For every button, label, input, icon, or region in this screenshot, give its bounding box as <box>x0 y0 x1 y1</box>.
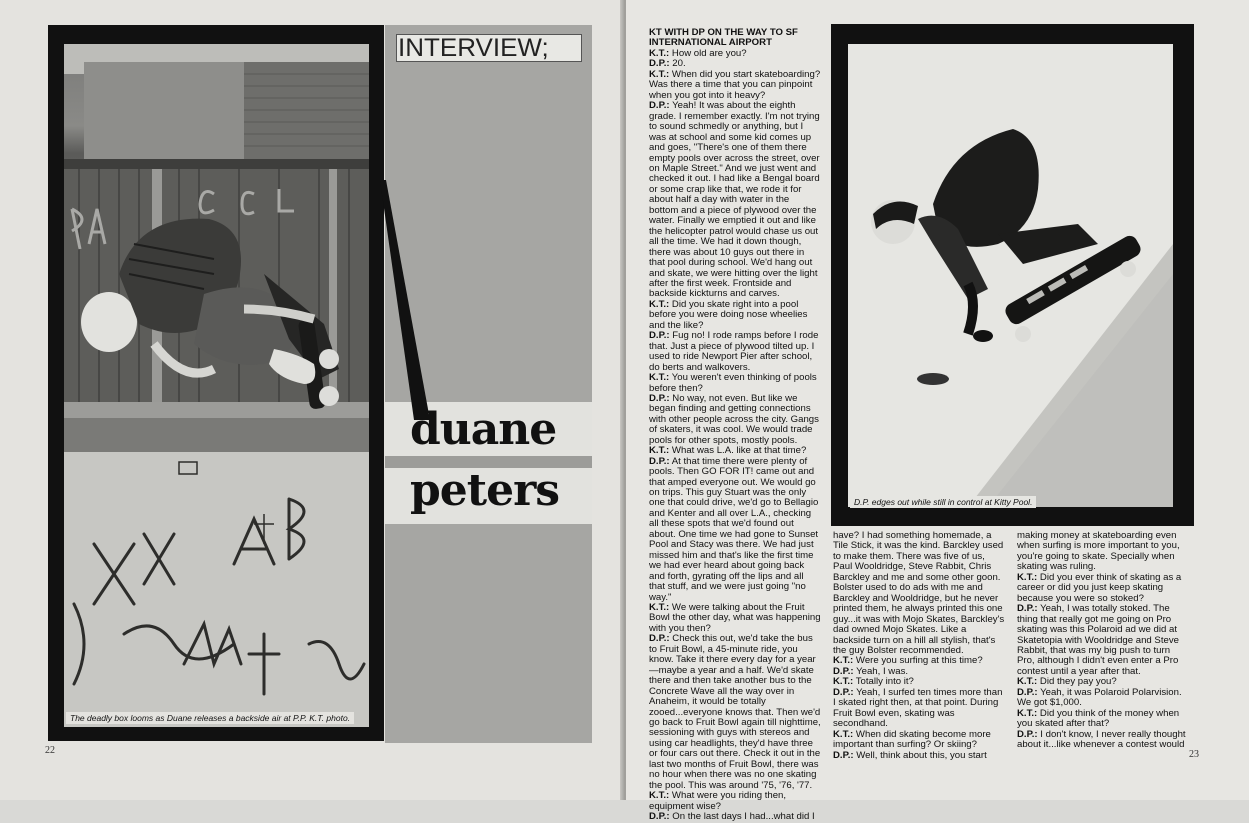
right-photo-illustration <box>848 44 1173 507</box>
interview-text: Fug no! I rode ramps before I rode that. Just a piece of plywood tilted up. I used to ride Newport Pier after school, do berts and walkovers. <box>649 330 819 373</box>
right-photo-skater-kitty-pool <box>848 44 1173 507</box>
speaker-label: K.T.: <box>649 298 670 310</box>
interview-text: I don't know, I never really thought about it...like whenever a contest would <box>1017 728 1186 751</box>
interview-column-2 <box>833 530 1005 761</box>
interview-text: We were talking about the Fruit Bowl the other day, what was happening with you then? <box>649 602 821 634</box>
speaker-label: K.T.: <box>649 790 670 802</box>
speaker-label: K.T.: <box>833 676 854 688</box>
interview-text: Yeah, I was. <box>853 665 909 677</box>
interview-paragraph <box>649 373 821 394</box>
headline-last-name: peters <box>410 465 560 516</box>
speaker-label: D.P.: <box>649 100 670 112</box>
speaker-label: D.P.: <box>1017 728 1038 740</box>
speaker-label: K.T.: <box>1017 676 1038 688</box>
interview-text: How old are you? <box>669 48 747 59</box>
interview-paragraph <box>1017 688 1189 709</box>
interview-paragraph <box>649 791 821 812</box>
interview-text: have? I had something homemade, a Tile Stick, it was the kind. Barckley used to make them. There was five of us, Paul Wooldridge, Steve Rabbit, Chris Barckley and me and some other goon. Bolster used to do ads with me and Barckley and Wooldridge, but he never printed them, he always printed this one guy...it was with Mojo Skates, Barckley's dad owned Mojo Skates. Like a backside turn on a hill all stylish, that's the guy Bolster recommended. <box>833 530 1005 656</box>
interview-text: Did you skate right into a pool before you were doing nose wheelies and the like? <box>649 298 808 331</box>
interview-paragraph <box>649 300 821 331</box>
speaker-label: K.T.: <box>649 68 670 80</box>
right-page-number: 23 <box>1189 749 1199 760</box>
interview-text: When did skating become more important than surfing? Or skiing? <box>833 728 991 751</box>
speaker-label: K.T.: <box>833 655 854 667</box>
interview-text: What was L.A. like at that time? <box>669 445 807 457</box>
interview-text: Well, think about this, you start <box>853 749 987 761</box>
interview-text: Did you ever think of skating as a career or did you just keep skating because you were so stoked? <box>1017 571 1182 604</box>
left-page-number: 22 <box>45 745 55 756</box>
interview-text: You weren't even thinking of pools before then? <box>649 372 817 394</box>
interview-paragraph <box>1017 730 1189 751</box>
interview-paragraph <box>649 101 821 300</box>
left-photo-illustration <box>64 44 369 727</box>
interview-paragraph <box>833 751 1005 761</box>
speaker-label: D.P.: <box>649 330 670 342</box>
black-spike-decoration <box>380 180 440 610</box>
interview-text: Yeah! It was about the eighth grade. I remember exactly. I'm not trying to sound schmedly or anything, but I was at school and some kid comes up and goes, "There's one of them there empty pools over across the street, over on Maple Street." And we just went and checked it out. I had like a Bengal board or some crap like that, we rode it for about half a day with water in the bottom and a piece of plywood over the water. Finally we emptied it out and like the helicopter patrol would chase us out all the time. We had it down though, there was about 10 guys out there in that pool during school. We'd hang out and skate, we were hitting over the light after the first week. Frontside and backside kickturns and carves. <box>649 100 820 300</box>
interview-text: making money at skateboarding even when surfing is more important to you, you're going to skate. Specially when skating was ruling. <box>1017 530 1180 573</box>
interview-paragraph <box>1017 573 1189 604</box>
right-page <box>626 0 1249 823</box>
speaker-label: K.T.: <box>649 372 670 384</box>
interview-paragraph <box>833 730 1005 751</box>
interview-paragraph <box>649 457 821 603</box>
speaker-label: D.P.: <box>649 455 670 467</box>
interview-paragraph <box>1017 604 1189 677</box>
interview-paragraph <box>649 812 821 822</box>
headline-first-name: duane <box>410 404 557 455</box>
interview-text: When did you start skateboarding? Was there a time that you can pinpoint when you got into it heavy? <box>649 68 821 101</box>
interview-subhead: KT WITH DP ON THE WAY TO SF INTERNATIONAL AIRPORT <box>649 27 798 48</box>
interview-text: At that time there were plenty of pools. Then GO FOR IT! came out and that amped everyone out. We would go on trips. This guy Stuart was the only one that could drive, we'd go to Bellagio and Kenter and all over L.A., checking all these spots that we'd found out about. One time we had gone to Sunset Pool and Stacy was there. We had just missed him and that's like the first time we had ever heard about going back and forth, gyrating off the lips and all that stuff, and we were just going "no way." <box>649 455 819 603</box>
speaker-label: D.P.: <box>649 58 670 70</box>
speaker-label: K.T.: <box>649 602 670 614</box>
speaker-label: K.T.: <box>649 48 670 59</box>
interview-text: Did you think of the money when you skated after that? <box>1017 707 1180 730</box>
interview-column-1 <box>649 48 821 823</box>
speaker-label: K.T.: <box>1017 571 1038 583</box>
interview-text: On the last days I had...what did I <box>669 811 815 823</box>
interview-paragraph <box>649 603 821 634</box>
interview-paragraph <box>833 688 1005 730</box>
interview-text: Check this out, we'd take the bus to Fruit Bowl, a 45-minute ride, you know. Take it there every day for a year—maybe a year and a half. We'd skate there and then take another bus to the Concrete Wave all the way over in Anaheim, it would be totally zooed...everyone knows that. Then we'd go back to Fruit Bowl again till nighttime, sessioning with guys with stereos and using car headlights, they'd have three or four cars out there. Check it out in the last two months of Fruit Bowl, there was no hour when there was no one skating the pool. This was around '75, '76, '77. <box>649 633 821 791</box>
left-page <box>0 0 624 800</box>
interview-paragraph <box>649 331 821 373</box>
interview-paragraph <box>649 394 821 446</box>
speaker-label: D.P.: <box>649 633 670 645</box>
interview-text: What were you riding then, equipment wise? <box>649 790 787 812</box>
interview-paragraph <box>649 634 821 791</box>
speaker-label: D.P.: <box>649 392 670 404</box>
interview-text: Did they pay you? <box>1037 676 1117 688</box>
speaker-label: K.T.: <box>649 445 670 457</box>
speaker-label: K.T.: <box>833 728 854 740</box>
interview-text: 20. <box>669 58 686 70</box>
interview-text: No way, not even. But like we began finding and getting connections with other people across the city. Gangs of skaters, it was cool. We would trade pools for other spots, mostly pools. <box>649 392 819 446</box>
speaker-label: D.P.: <box>1017 686 1038 698</box>
speaker-label: D.P.: <box>649 811 670 823</box>
speaker-label: D.P.: <box>833 749 854 761</box>
interview-column-3 <box>1017 530 1189 751</box>
left-photo-skater-backside-air <box>64 44 369 727</box>
left-photo-caption: The deadly box looms as Duane releases a backside air at P.P. K.T. photo. <box>66 712 354 724</box>
interview-paragraph <box>833 531 1005 656</box>
interview-text: Yeah, I was totally stoked. The thing that really got me going on Pro skating was this Polaroid ad we did at Skatetopia with Wooldridge and Steve Rabbit, that was my big push to turn Pro, although I didn't even enter a Pro contest until a year after that. <box>1017 603 1179 677</box>
speaker-label: K.T.: <box>1017 707 1038 719</box>
interview-paragraph <box>1017 709 1189 730</box>
speaker-label: D.P.: <box>833 665 854 677</box>
interview-text: Yeah, it was Polaroid Polarvision. We got $1,000. <box>1017 686 1182 709</box>
right-photo-caption: D.P. edges out while still in control at Kitty Pool. <box>850 496 1036 508</box>
section-label: INTERVIEW; <box>398 34 549 62</box>
interview-paragraph <box>649 70 821 101</box>
interview-text: Totally into it? <box>853 676 914 688</box>
speaker-label: D.P.: <box>833 686 854 698</box>
interview-text: Were you surfing at this time? <box>853 655 983 667</box>
interview-paragraph <box>1017 531 1189 573</box>
speaker-label: D.P.: <box>1017 603 1038 615</box>
interview-text: Yeah, I surfed ten times more than I skated right then, at that point. During Fruit Bowl even, skating was secondhand. <box>833 686 1003 730</box>
